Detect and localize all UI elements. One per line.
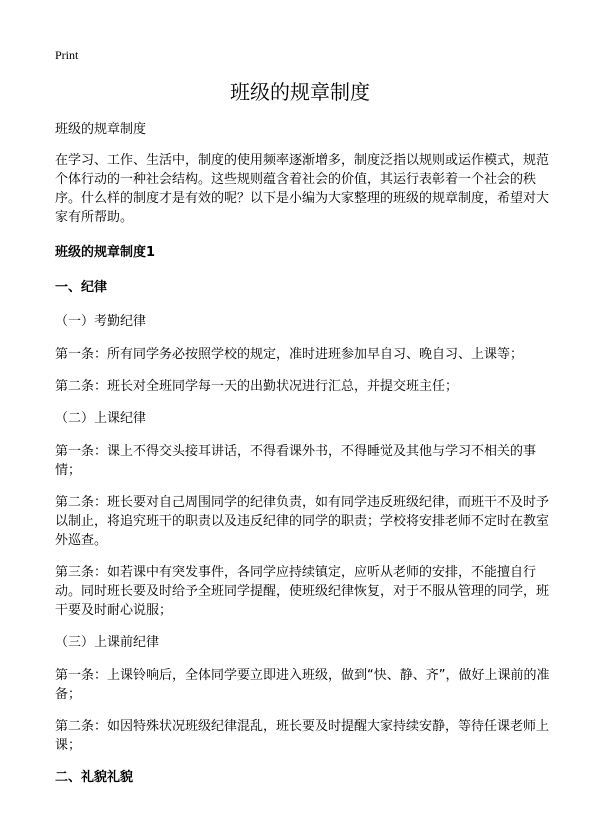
document-subtitle: 班级的规章制度 [55,122,147,137]
part-heading-courtesy: 二、礼貌礼貌 [55,770,134,785]
subsection-heading-class: （二）上课纪律 [55,411,147,426]
subsection-heading-preclass: （三）上课前纪律 [55,635,160,650]
article-paragraph: 第二条：班长要对自己周围同学的纪律负责，如有同学违反班级纪律，而班干不及时予以制止，将追究班干的职责以及违反纪律的同学的职责；学校将安排老师不定时在教室外巡查。 [55,495,550,548]
article-paragraph: 第二条：班长对全班同学每一天的出勤状况进行汇总，并提交班主任； [55,379,459,394]
part-heading-discipline: 一、纪律 [55,280,108,295]
subsection-heading-attendance: （一）考勤纪律 [55,314,147,329]
document-body [55,120,555,802]
page-title: 班级的规章制度 [230,80,370,104]
print-link[interactable]: Print [55,48,79,62]
intro-paragraph: 在学习、工作、生活中，制度的使用频率逐渐增多，制度泛指以规则或运作模式，规范个体行动的一种社会结构。这些规则蕴含着社会的价值，其运行表彰着一个社会的秩序。什么样的制度才是有效的呢？以下是小编为大家整理的班级的规章制度，希望对大家有所帮助。 [55,153,550,225]
article-paragraph: 第二条：如因特殊状况班级纪律混乱，班长要及时提醒大家持续安静，等待任课老师上课； [55,719,550,753]
article-paragraph: 第一条：课上不得交头接耳讲话，不得看课外书，不得睡觉及其他与学习不相关的事情； [55,444,537,478]
section-heading: 班级的规章制度1 [55,245,156,260]
article-paragraph: 第三条：如若课中有突发事件，各同学应持续镇定，应听从老师的安排，不能擅自行动。同时班长要及时给予全班同学提醒，使班级纪律恢复，对于不服从管理的同学，班干要及时耐心说服； [55,565,550,618]
article-paragraph: 第一条：上课铃响后，全体同学要立即进入班级，做到“快、静、齐”，做好上课前的准备； [55,668,550,702]
article-paragraph: 第一条：所有同学务必按照学校的规定，准时进班参加早自习、晚自习、上课等； [55,347,524,362]
